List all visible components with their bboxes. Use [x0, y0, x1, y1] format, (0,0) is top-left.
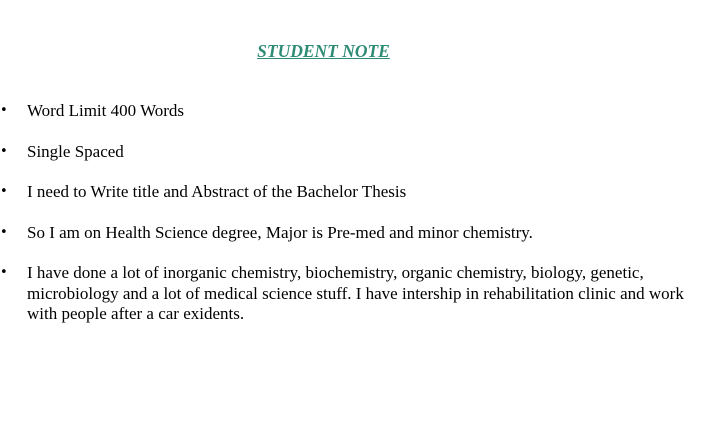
document-title	[0, 40, 652, 62]
bullet-icon: •	[0, 103, 8, 118]
bullet-icon: •	[0, 144, 8, 159]
document-title-text: STUDENT NOTE	[257, 41, 390, 61]
list-item-text: Single Spaced	[27, 142, 124, 161]
list-item-text: So I am on Health Science degree, Major is Pre-med and minor chemistry.	[27, 223, 533, 242]
bullet-icon: •	[0, 225, 8, 240]
list-item-text: I have done a lot of inorganic chemistry, biochemistry, organic chemistry, biology, genetic, microbiology and a lot of medical science stuff. I have intership in rehabilitation clinic and work with people after a car exidents.	[27, 263, 684, 323]
bullet-icon: •	[0, 265, 8, 280]
list-item-text: I need to Write title and Abstract of the Bachelor Thesis	[27, 182, 407, 201]
list-item-text: Word Limit 400 Words	[27, 101, 185, 120]
bullet-icon: •	[0, 184, 8, 199]
